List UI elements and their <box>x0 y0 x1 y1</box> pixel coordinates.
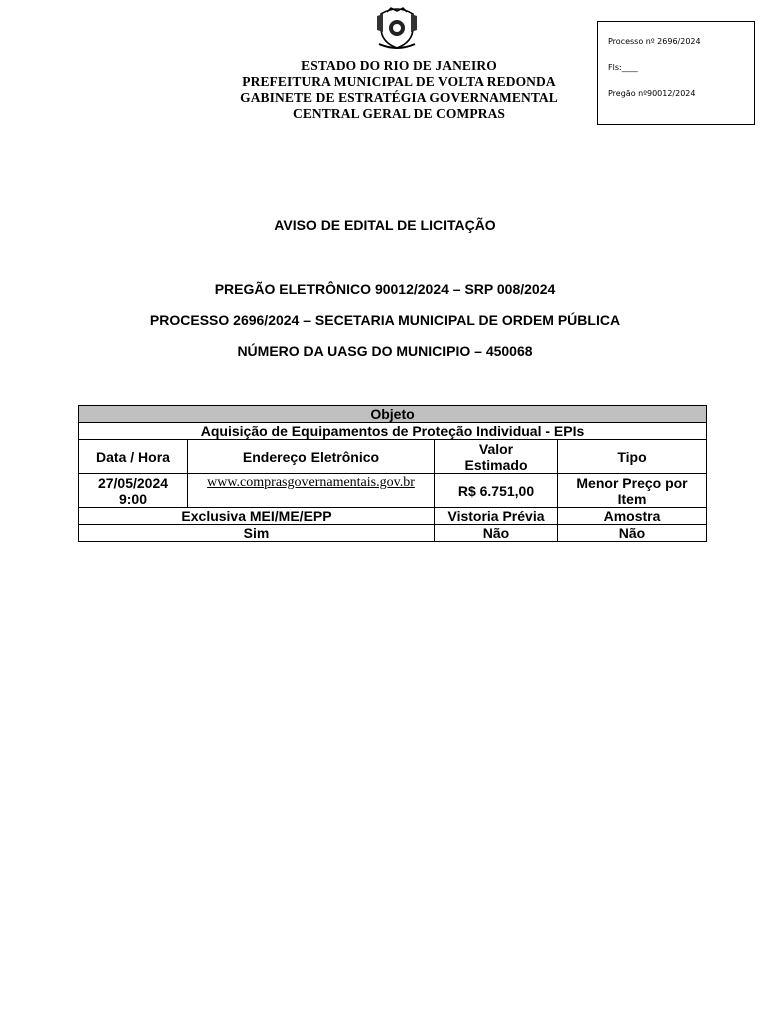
folha-number: Fls:____ <box>608 63 638 72</box>
header-valor <box>435 440 558 474</box>
label-vistoria: Vistoria Prévia <box>435 508 558 525</box>
objeto-value: Aquisição de Equipamentos de Proteção Individual - EPIs <box>79 423 707 440</box>
header-line-central: CENTRAL GERAL DE COMPRAS <box>292 106 506 121</box>
edital-info-table <box>78 405 707 542</box>
table-row <box>79 508 707 525</box>
table-row <box>79 474 707 508</box>
value-amostra: Não <box>558 525 707 542</box>
compras-gov-link[interactable]: www.comprasgovernamentais.gov.br <box>207 475 415 490</box>
process-stamp-box <box>597 21 755 125</box>
table-row <box>79 440 707 474</box>
header-valor-line2: Estimado <box>464 456 528 473</box>
header-line-prefeitura: PREFEITURA MUNICIPAL DE VOLTA REDONDA <box>242 74 556 89</box>
processo-title: PROCESSO 2696/2024 – SECETARIA MUNICIPAL DE ORDEM PÚBLICA <box>149 312 621 328</box>
value-vistoria: Não <box>435 525 558 542</box>
cell-data-hora <box>79 474 188 508</box>
value-exclusiva: Sim <box>79 525 435 542</box>
header-tipo: Tipo <box>558 440 707 474</box>
cell-tipo <box>558 474 707 508</box>
cell-endereco <box>188 474 435 508</box>
header-line-state: ESTADO DO RIO DE JANEIRO <box>301 58 497 73</box>
table-row <box>79 423 707 440</box>
cell-hora: 9:00 <box>118 490 148 507</box>
table-row <box>79 525 707 542</box>
cell-valor: R$ 6.751,00 <box>435 474 558 508</box>
aviso-title: AVISO DE EDITAL DE LICITAÇÃO <box>274 217 496 233</box>
objeto-label: Objeto <box>79 406 707 423</box>
header-data-hora: Data / Hora <box>79 440 188 474</box>
header-valor-line1: Valor <box>478 440 514 457</box>
org-header <box>200 58 598 122</box>
uasg-title: NÚMERO DA UASG DO MUNICIPIO – 450068 <box>237 343 533 359</box>
cell-tipo-line1: Menor Preço por <box>576 474 688 491</box>
pregao-title: PREGÃO ELETRÔNICO 90012/2024 – SRP 008/2024 <box>214 281 556 297</box>
header-endereco: Endereço Eletrônico <box>188 440 435 474</box>
pregao-number: Pregão nº90012/2024 <box>608 89 696 98</box>
cell-data: 27/05/2024 <box>97 474 169 491</box>
table-row <box>79 406 707 423</box>
header-line-gabinete: GABINETE DE ESTRATÉGIA GOVERNAMENTAL <box>240 90 558 105</box>
cell-tipo-line2: Item <box>617 490 647 507</box>
municipal-seal-icon <box>373 6 421 50</box>
label-amostra: Amostra <box>558 508 707 525</box>
label-exclusiva: Exclusiva MEI/ME/EPP <box>79 508 435 525</box>
process-number: Processo nº 2696/2024 <box>608 37 701 46</box>
